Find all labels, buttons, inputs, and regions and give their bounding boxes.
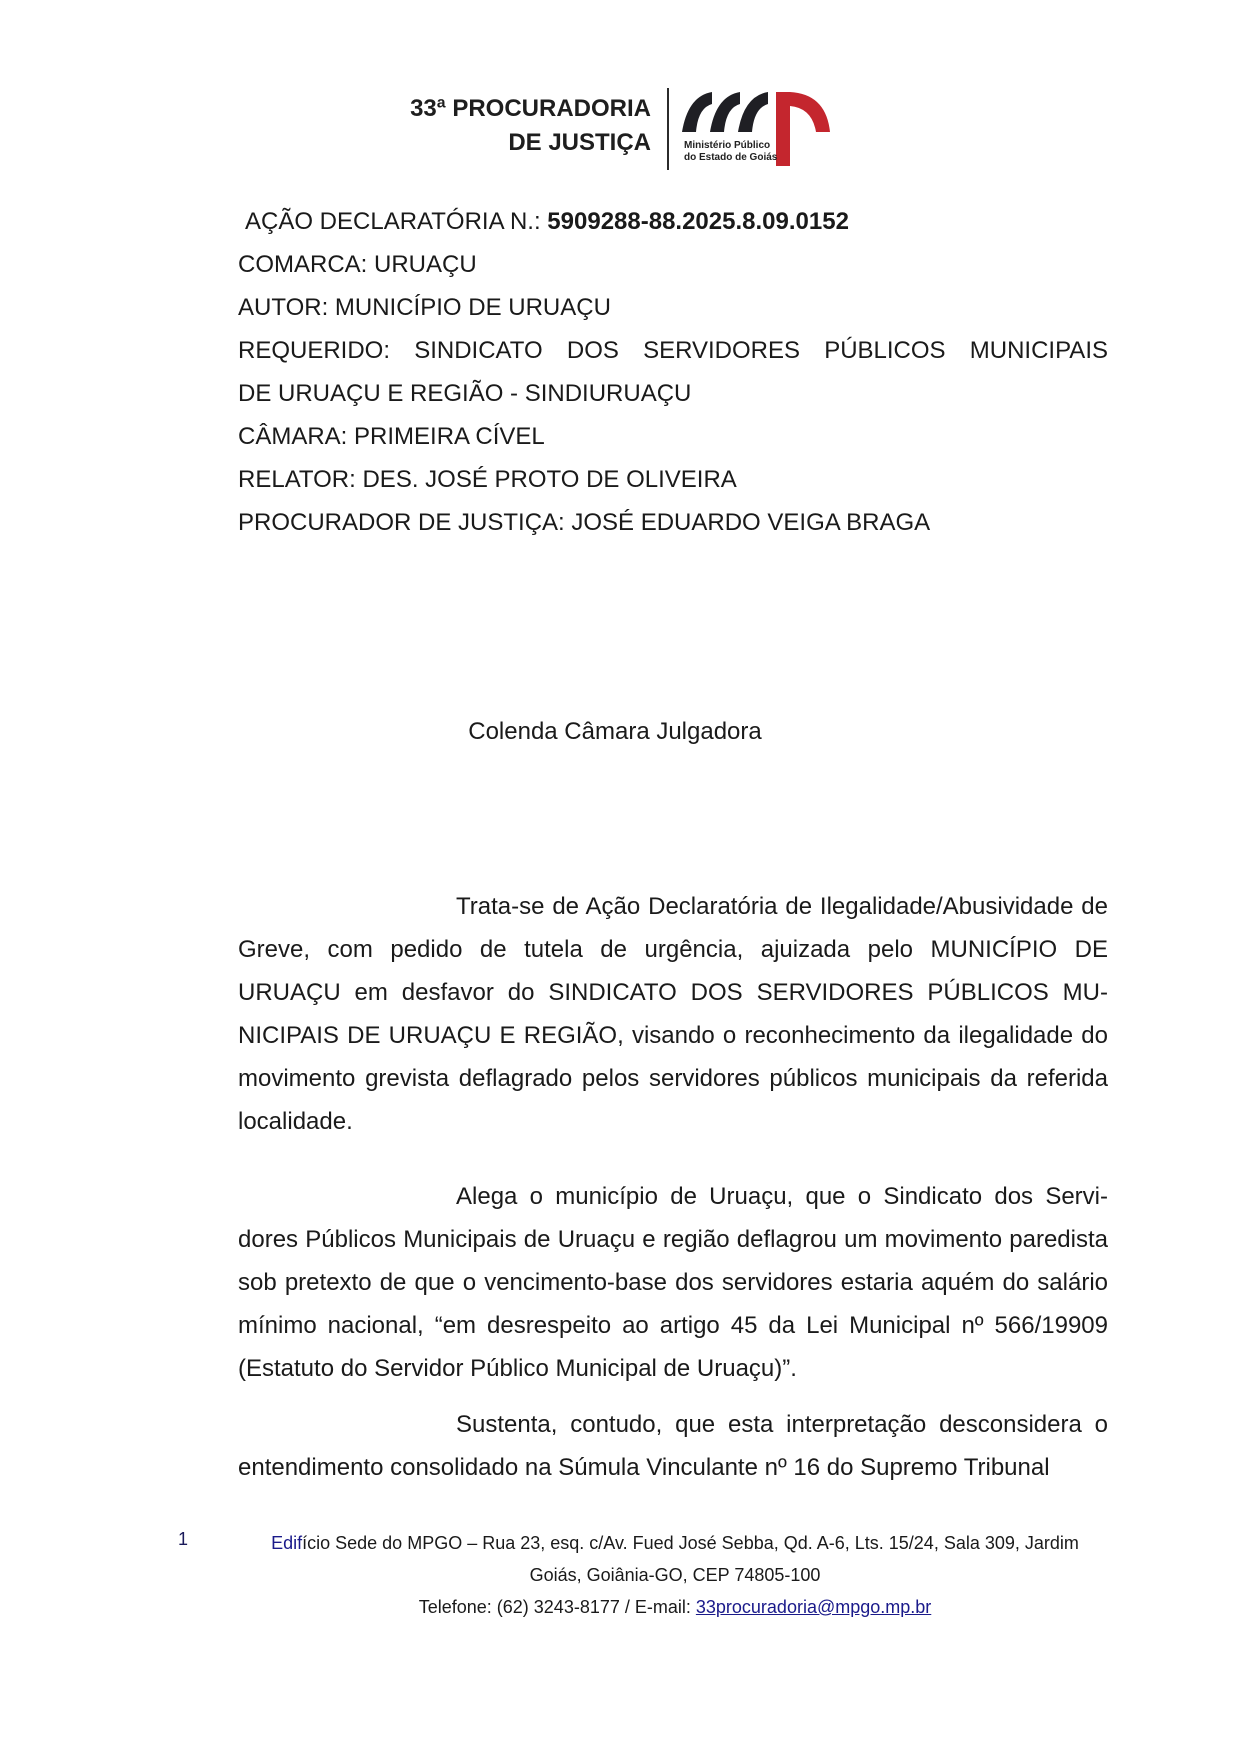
email-link[interactable]: 33procuradoria@mpgo.mp.br — [695, 1597, 932, 1617]
footer-address-prefix: Edif — [271, 1533, 303, 1553]
autor-line: AUTOR: MUNICÍPIO DE URUAÇU — [238, 294, 611, 321]
logo-caption — [684, 140, 777, 164]
procurador-line: PROCURADOR DE JUSTIÇA: JOSÉ EDUARDO VEIGA BRAGA — [238, 509, 931, 536]
salutation: Colenda Câmara Julgadora — [468, 718, 762, 745]
requerido-line2: DE URUAÇU E REGIÃO - SINDIURUAÇU — [238, 380, 692, 407]
logo-caption-line2: do Estado de Goiás — [684, 152, 778, 163]
footer-contact — [240, 1591, 1110, 1623]
paragraph-2 — [238, 1175, 1108, 1390]
comarca-line: COMARCA: URUAÇU — [238, 251, 477, 278]
footer-address-line1 — [240, 1527, 1110, 1559]
action-label: AÇÃO DECLARATÓRIA N.: — [245, 208, 541, 235]
paragraph-text: Alega o município de Uruaçu, que o Sindicato dos Servidores Públicos Municipais de Uruaçu e região deflagrou um movimento paredista sob pretexto de que o vencimento-base dos servidores estaria aquém do salário mínimo nacional, “em desrespeito ao artigo 45 da Lei Municipal nº 566/19909 (Estatuto do Servidor Público Municipal de Uruaçu)”. — [238, 1183, 1108, 1382]
footer-contact-prefix: Telefone: (62) 3243-8177 / E-mail: — [418, 1597, 696, 1617]
office-title — [410, 92, 651, 160]
action-line — [238, 200, 1108, 243]
relator-line: RELATOR: DES. JOSÉ PROTO DE OLIVEIRA — [238, 466, 737, 493]
footer-address-rest: ício Sede do MPGO – Rua 23, esq. c/Av. Fued José Sebba, Qd. A-6, Lts. 15/24, Sala 309, Jardim — [302, 1533, 1079, 1553]
requerido-line1: REQUERIDO: SINDICATO DOS SERVIDORES PÚBLICOS MUNICIPAIS — [238, 337, 1108, 364]
office-title-line2: DE JUSTIÇA — [508, 129, 651, 156]
paragraph-3 — [238, 1403, 1108, 1489]
header-divider — [667, 88, 669, 170]
paragraph-1 — [238, 885, 1108, 1143]
page-number: 1 — [178, 1529, 189, 1549]
camara-line: CÂMARA: PRIMEIRA CÍVEL — [238, 423, 545, 450]
action-number: 5909288-88.2025.8.09.0152 — [547, 208, 849, 235]
footer — [240, 1527, 1110, 1623]
logo-caption-line1: Ministério Público — [684, 140, 771, 151]
office-title-line1: 33ª PROCURADORIA — [410, 95, 651, 122]
paragraph-text: Sustenta, contudo, que esta interpretação desconsidera o entendimento consolidado na Súmula Vinculante nº 16 do Supremo Tribunal — [238, 1411, 1108, 1481]
paragraph-text: Trata-se de Ação Declaratória de Ilegalidade/Abusividade de Greve, com pedido de tutela de urgência, ajuizada pelo MUNICÍPIO DE URUAÇU em desfavor do SINDICATO DOS SERVIDORES PÚBLICOS MUNICIPAIS DE URUAÇU E REGIÃO, visando o reconhecimento da ilegalidade do movimento grevista deflagrado pelos servidores públicos municipais da referida localidade. — [238, 893, 1108, 1135]
case-info — [238, 200, 1108, 544]
footer-address-line2: Goiás, Goiânia-GO, CEP 74805-100 — [529, 1565, 821, 1585]
